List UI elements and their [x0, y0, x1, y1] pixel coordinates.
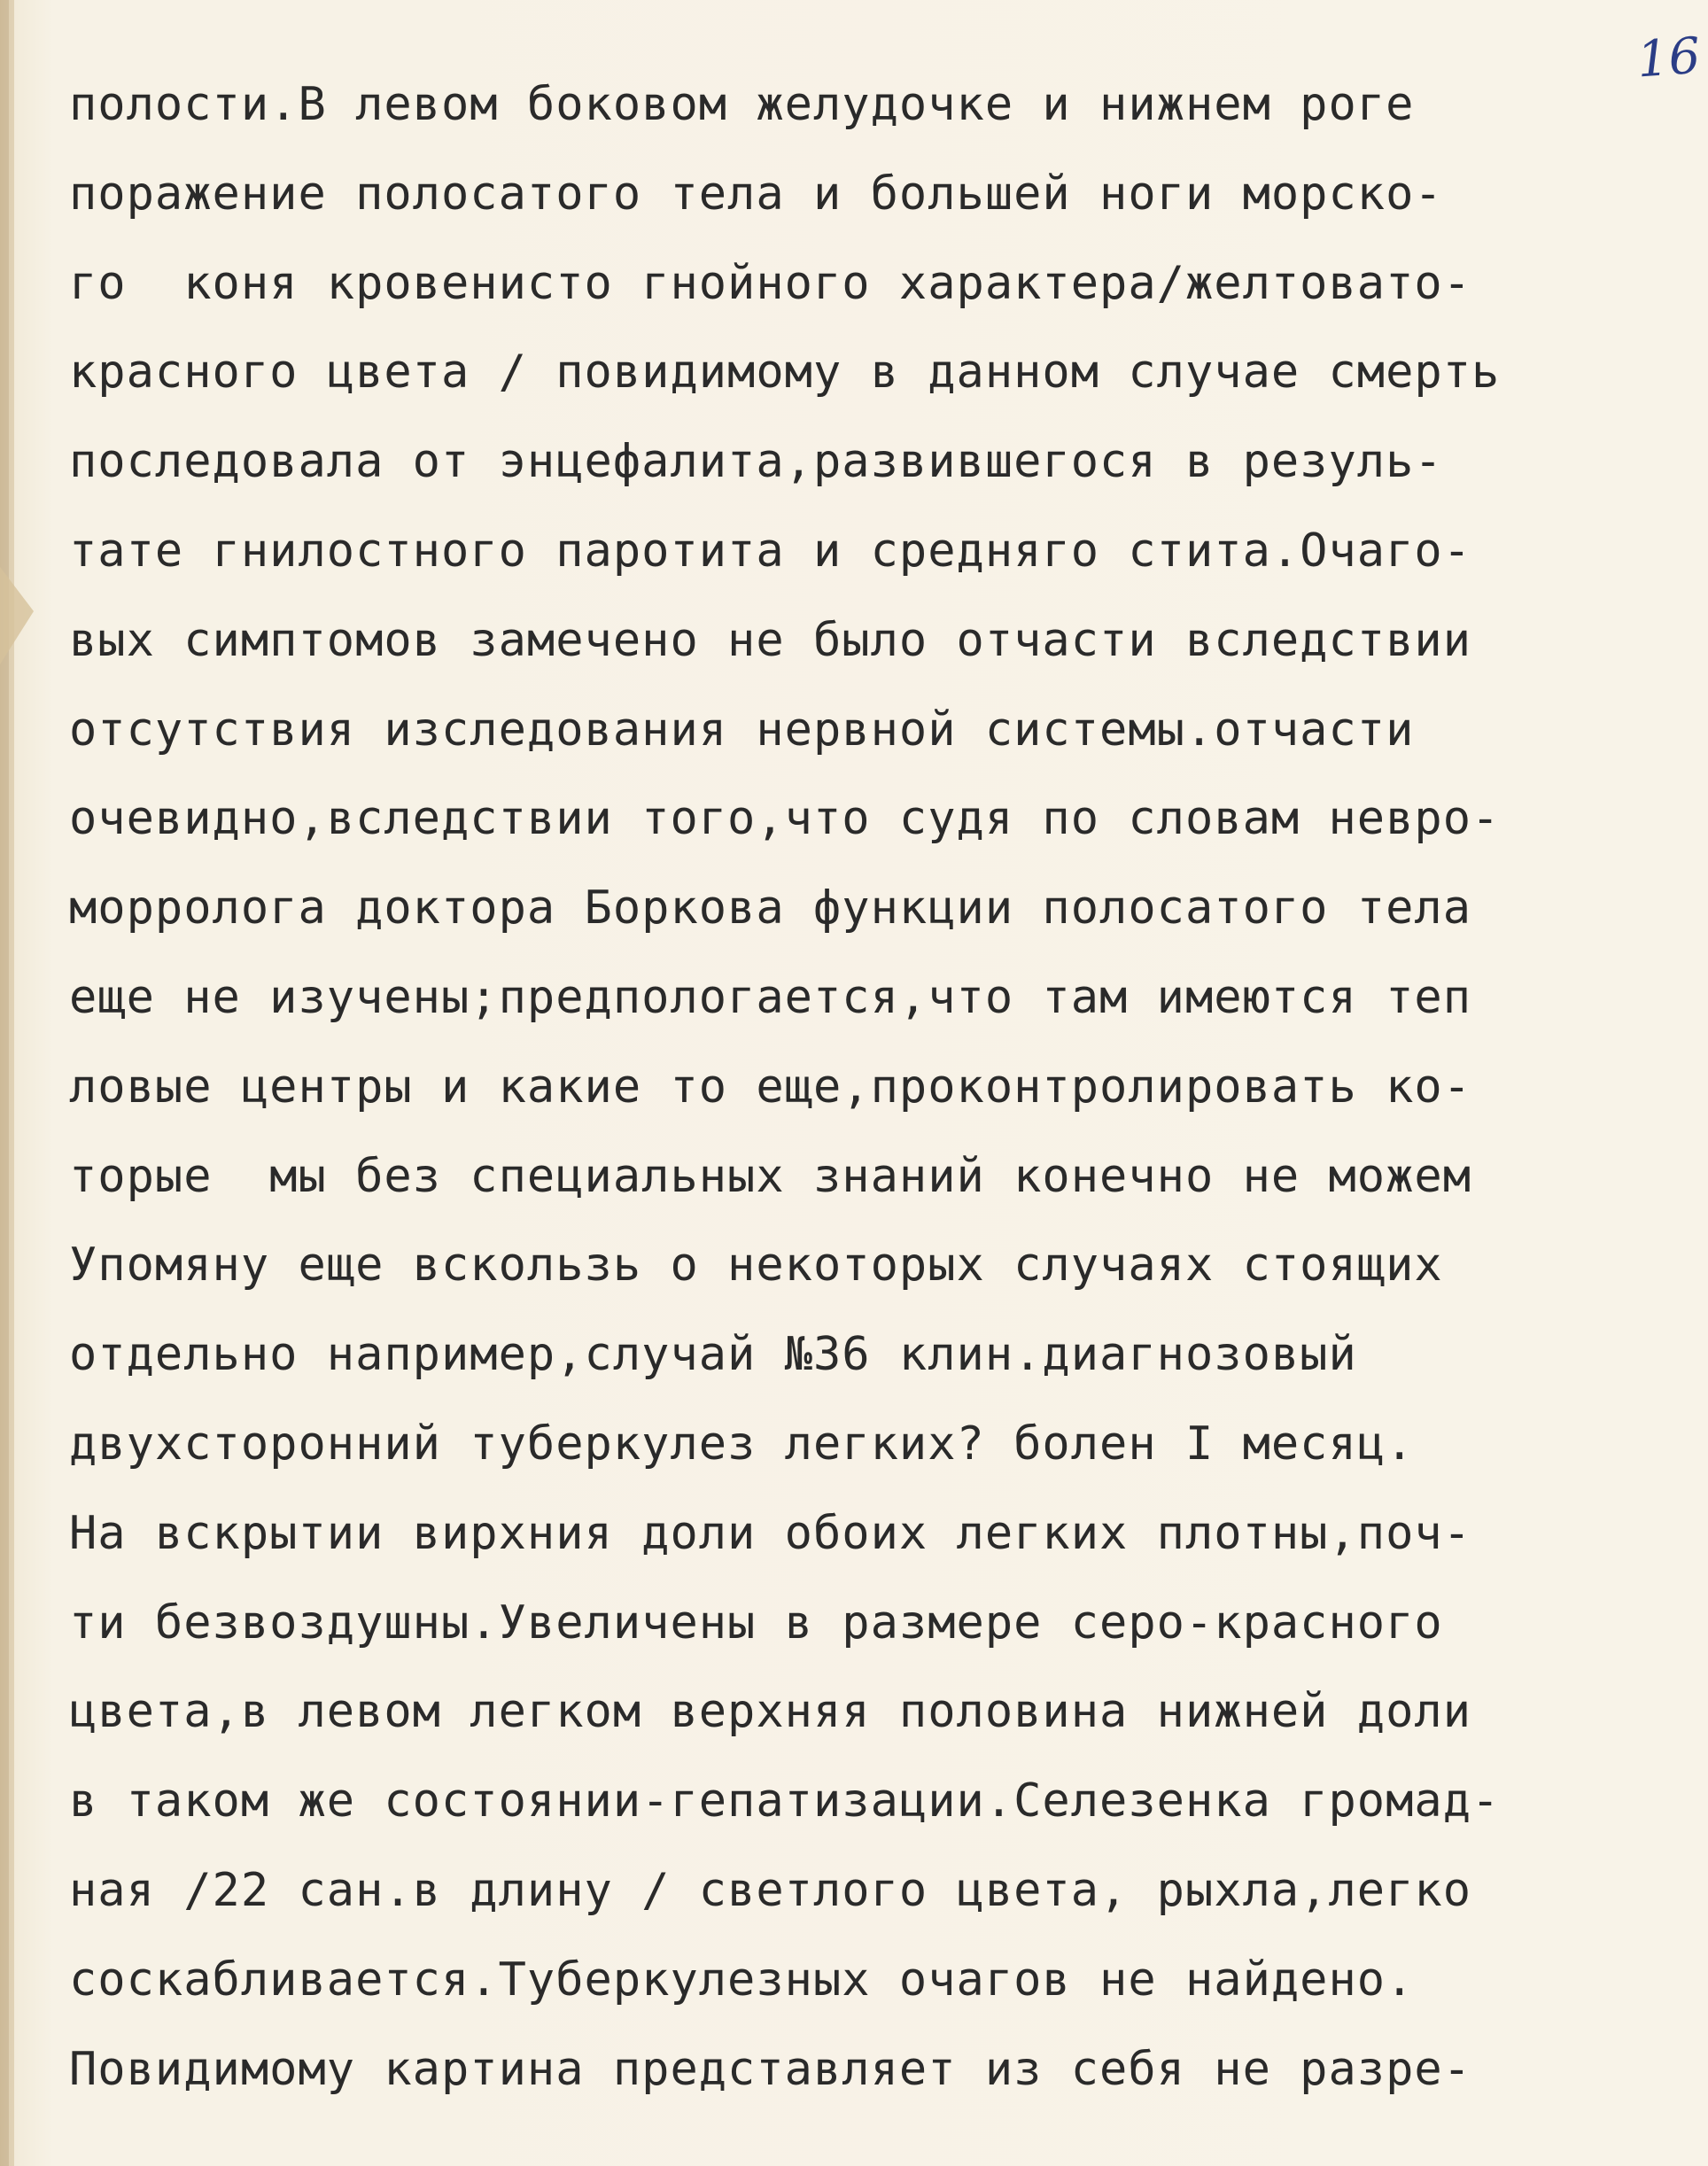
text-line: полости.В левом боковом желудочке и нижнем роге: [69, 78, 1415, 131]
text-line: очевидно,вследствии того,что судя по словам невро-: [69, 792, 1501, 846]
text-line: ти безвоздушны.Увеличены в размере серо-красного: [69, 1595, 1443, 1650]
text-line: го коня кровенисто гнойного характера/желтовато-: [69, 256, 1472, 310]
text-line: цвета,в левом легком верхняя половина нижней доли: [69, 1685, 1472, 1739]
text-line: соскабливается.Туберкулезных очагов не найдено.: [69, 1953, 1415, 2007]
text-line: двухсторонний туберкулез легких? болен I месяц.: [69, 1417, 1415, 1471]
text-line: ловые центры и какие то еще,проконтролировать ко-: [69, 1060, 1472, 1114]
text-line: тате гнилостного паротита и средняго стита.Очаго-: [69, 524, 1472, 578]
text-line: На вскрытии вирхния доли обоих легких плотны,поч-: [69, 1506, 1472, 1560]
text-line: в таком же состоянии-гепатизации.Селезенка громад-: [69, 1774, 1501, 1828]
text-line: вых симптомов замечено не было отчасти вследствии: [69, 613, 1472, 667]
text-line: последовала от энцефалита,развившегося в резуль-: [69, 435, 1443, 489]
text-line: отдельно например,случай №36 клин.диагнозовый: [69, 1328, 1357, 1382]
text-line: Упомяну еще вскользь о некоторых случаях стоящих: [69, 1238, 1443, 1293]
text-line: морролога доктора Боркова функции полосатого тела: [69, 881, 1472, 935]
paper-edge-highlight: [9, 0, 14, 2166]
text-line: ная /22 сан.в длину / светлого цвета, рыхла,легко: [69, 1863, 1472, 1917]
text-line: отсутствия изследования нервной системы.отчасти: [69, 703, 1415, 757]
text-line: поражение полосатого тела и большей ноги морско-: [69, 167, 1443, 221]
text-line: красного цвета / повидимому в данном случае смерть: [69, 345, 1501, 400]
text-line: еще не изучены;предпологается,что там имеются теп: [69, 970, 1472, 1024]
typewritten-text-block: [69, 69, 1690, 2123]
text-line: торые мы без специальных знаний конечно не можем: [69, 1149, 1472, 1203]
handwritten-page-number: 16: [1634, 27, 1703, 89]
paper-edge-shadow: [0, 0, 9, 2166]
paper-edge-tear: [0, 567, 34, 664]
text-line: Повидимому картина представляет из себя не разре-: [69, 2042, 1472, 2096]
